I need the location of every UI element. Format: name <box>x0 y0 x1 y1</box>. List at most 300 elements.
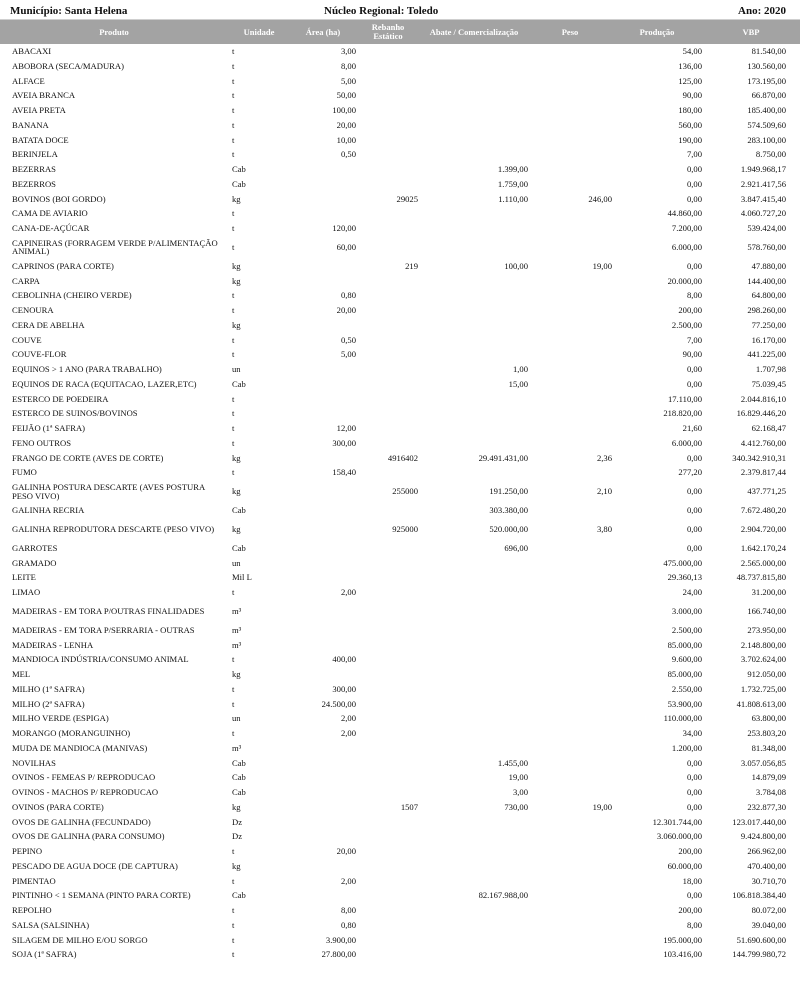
cell-produto: ALFACE <box>12 75 45 86</box>
cell-produto: LEITE <box>12 572 36 583</box>
cell-abate: 730,00 <box>504 801 528 812</box>
cell-area <box>290 888 356 903</box>
cell-producao: 0,00 <box>686 486 702 497</box>
cell-area <box>290 859 356 874</box>
cell-abate: 15,00 <box>508 378 528 389</box>
cell-producao: 218.820,00 <box>663 408 702 419</box>
cell-unidade: t <box>232 90 235 101</box>
cell-peso <box>528 503 612 518</box>
cell-abate <box>420 947 528 962</box>
cell-rebanho <box>356 465 420 480</box>
cell-vbp: 266.962,00 <box>747 846 786 857</box>
cell-vbp: 8.750,00 <box>755 149 786 160</box>
cell-producao: 0,00 <box>686 757 702 768</box>
cell-produto: MILHO VERDE (ESPIGA) <box>12 713 109 724</box>
cell-unidade: t <box>232 208 235 219</box>
cell-rebanho <box>356 274 420 289</box>
cell-abate <box>420 421 528 436</box>
cell-area: 5,00 <box>340 349 356 360</box>
cell-producao: 0,00 <box>686 178 702 189</box>
table-row <box>0 556 800 571</box>
cell-unidade: un <box>232 557 241 568</box>
cell-peso: 2,10 <box>596 486 612 497</box>
cell-producao: 6.000,00 <box>671 437 702 448</box>
cell-abate <box>420 556 528 571</box>
cell-abate <box>420 638 528 653</box>
cell-peso <box>528 88 612 103</box>
cell-peso: 3,80 <box>596 524 612 535</box>
cell-unidade: Cab <box>232 505 246 516</box>
cell-unidade: kg <box>232 860 241 871</box>
cell-produto: CAPRINOS (PARA CORTE) <box>12 260 114 271</box>
cell-peso <box>528 347 612 362</box>
cell-abate: 100,00 <box>504 260 528 271</box>
table-row <box>0 918 800 933</box>
cell-unidade: Cab <box>232 178 246 189</box>
cell-unidade: t <box>232 60 235 71</box>
cell-producao: 0,00 <box>686 364 702 375</box>
cell-rebanho <box>356 770 420 785</box>
cell-producao: 7,00 <box>686 149 702 160</box>
cell-produto: EQUINOS > 1 ANO (PARA TRABALHO) <box>12 364 162 375</box>
cell-area <box>290 829 356 844</box>
cell-peso <box>528 541 612 556</box>
cell-peso <box>528 406 612 421</box>
cell-abate <box>420 274 528 289</box>
table-header-row <box>0 20 800 44</box>
cell-vbp: 31.200,00 <box>751 587 786 598</box>
cell-rebanho: 255000 <box>392 486 418 497</box>
cell-vbp: 4.060.727,20 <box>740 208 786 219</box>
cell-peso <box>528 318 612 333</box>
cell-abate <box>420 59 528 74</box>
cell-rebanho <box>356 44 420 59</box>
cell-abate <box>420 406 528 421</box>
cell-abate <box>420 711 528 726</box>
cell-produto: REPOLHO <box>12 905 52 916</box>
table-row <box>0 288 800 303</box>
cell-area: 10,00 <box>336 134 356 145</box>
cell-abate: 1.759,00 <box>497 178 528 189</box>
cell-abate <box>420 103 528 118</box>
cell-unidade: t <box>232 305 235 316</box>
cell-producao: 136,00 <box>678 60 702 71</box>
cell-unidade: t <box>232 105 235 116</box>
cell-producao: 6.000,00 <box>671 242 702 253</box>
cell-producao: 7,00 <box>686 334 702 345</box>
cell-peso <box>528 874 612 889</box>
cell-vbp: 123.017.440,00 <box>732 816 786 827</box>
cell-peso <box>528 623 612 638</box>
cell-produto: PIMENTAO <box>12 875 56 886</box>
cell-vbp: 232.877,30 <box>747 801 786 812</box>
cell-rebanho <box>356 421 420 436</box>
cell-unidade: t <box>232 423 235 434</box>
cell-rebanho <box>356 859 420 874</box>
cell-peso <box>528 103 612 118</box>
cell-rebanho <box>356 347 420 362</box>
cell-peso <box>528 74 612 89</box>
cell-producao: 0,00 <box>686 801 702 812</box>
cell-produto: GALINHA RECRIA <box>12 505 85 516</box>
cell-area <box>290 623 356 638</box>
cell-area <box>290 451 356 466</box>
cell-abate: 1.110,00 <box>498 193 528 204</box>
cell-produto: SOJA (1ª SAFRA) <box>12 949 77 960</box>
cell-peso <box>528 177 612 192</box>
cell-rebanho <box>356 667 420 682</box>
cell-area: 0,50 <box>340 334 356 345</box>
cell-rebanho <box>356 406 420 421</box>
cell-peso <box>528 59 612 74</box>
col-header-producao: Produção <box>612 20 702 44</box>
cell-abate: 29.491.431,00 <box>478 452 528 463</box>
cell-producao: 20.000,00 <box>667 275 702 286</box>
cell-produto: FRANGO DE CORTE (AVES DE CORTE) <box>12 452 164 463</box>
cell-produto: CENOURA <box>12 305 54 316</box>
cell-vbp: 1.732.725,00 <box>740 683 786 694</box>
cell-rebanho <box>356 785 420 800</box>
cell-vbp: 298.260,00 <box>747 305 786 316</box>
col-header-abate: Abate / Comercialização <box>420 20 528 44</box>
cell-rebanho <box>356 888 420 903</box>
cell-rebanho <box>356 844 420 859</box>
cell-area: 2,00 <box>340 875 356 886</box>
table-row <box>0 947 800 962</box>
cell-peso <box>528 903 612 918</box>
cell-unidade: Dz <box>232 816 243 827</box>
cell-vbp: 3.057.056,85 <box>740 757 786 768</box>
table-row <box>0 844 800 859</box>
cell-abate <box>420 844 528 859</box>
cell-produto: ESTERCO DE POEDEIRA <box>12 393 109 404</box>
cell-producao: 0,00 <box>686 772 702 783</box>
cell-produto: CAPINEIRAS (FORRAGEM VERDE P/ALIMENTAÇÃO ANIMAL) <box>12 237 218 257</box>
cell-produto: GRAMADO <box>12 557 57 568</box>
table-row <box>0 933 800 948</box>
cell-vbp: 185.400,00 <box>747 105 786 116</box>
cell-rebanho <box>356 221 420 236</box>
cell-producao: 180,00 <box>678 105 702 116</box>
cell-produto: CANA-DE-AÇÚCAR <box>12 223 90 234</box>
table-row <box>0 518 800 541</box>
cell-peso <box>528 638 612 653</box>
cell-producao: 1.200,00 <box>671 742 702 753</box>
table-row <box>0 770 800 785</box>
cell-abate: 1,00 <box>512 364 528 375</box>
cell-rebanho <box>356 162 420 177</box>
cell-vbp: 2.904.720,00 <box>740 524 786 535</box>
table-row <box>0 667 800 682</box>
cell-producao: 60.000,00 <box>667 860 702 871</box>
cell-vbp: 63.800,00 <box>751 713 786 724</box>
cell-area: 20,00 <box>336 846 356 857</box>
cell-unidade: kg <box>232 486 241 497</box>
cell-producao: 200,00 <box>678 305 702 316</box>
cell-rebanho <box>356 362 420 377</box>
cell-abate <box>420 903 528 918</box>
cell-unidade: Dz <box>232 831 243 842</box>
cell-rebanho <box>356 815 420 830</box>
cell-abate <box>420 436 528 451</box>
cell-area <box>290 274 356 289</box>
cell-unidade: t <box>232 393 235 404</box>
cell-produto: MADEIRAS - EM TORA P/OUTRAS FINALIDADES <box>12 606 205 617</box>
cell-unidade: t <box>232 949 235 960</box>
cell-peso <box>528 815 612 830</box>
cell-peso <box>528 236 612 259</box>
cell-unidade: m³ <box>232 624 242 635</box>
cell-area: 20,00 <box>336 305 356 316</box>
cell-area: 5,00 <box>340 75 356 86</box>
cell-vbp: 441.225,00 <box>747 349 786 360</box>
cell-produto: PINTINHO < 1 SEMANA (PINTO PARA CORTE) <box>12 890 191 901</box>
table-row <box>0 829 800 844</box>
cell-peso <box>528 133 612 148</box>
cell-vbp: 48.737.815,80 <box>736 572 786 583</box>
table-row <box>0 318 800 333</box>
cell-vbp: 578.760,00 <box>747 242 786 253</box>
cell-vbp: 574.509,60 <box>747 119 786 130</box>
cell-unidade: kg <box>232 801 241 812</box>
cell-rebanho <box>356 600 420 623</box>
cell-area: 300,00 <box>332 683 356 694</box>
cell-peso <box>528 118 612 133</box>
cell-produto: PEPINO <box>12 846 43 857</box>
cell-produto: OVINOS - MACHOS P/ REPRODUCAO <box>12 787 159 798</box>
cell-produto: MADEIRAS - LENHA <box>12 639 94 650</box>
cell-peso <box>528 697 612 712</box>
cell-unidade: m³ <box>232 639 242 650</box>
cell-abate <box>420 667 528 682</box>
cell-produto: SILAGEM DE MILHO E/OU SORGO <box>12 934 148 945</box>
cell-vbp: 470.400,00 <box>747 860 786 871</box>
cell-area <box>290 541 356 556</box>
cell-peso <box>528 392 612 407</box>
cell-area: 20,00 <box>336 119 356 130</box>
cell-peso <box>528 303 612 318</box>
cell-abate <box>420 333 528 348</box>
table-row <box>0 503 800 518</box>
cell-rebanho <box>356 652 420 667</box>
cell-unidade: kg <box>232 452 241 463</box>
cell-produto: OVINOS - FEMEAS P/ REPRODUCAO <box>12 772 156 783</box>
table-row <box>0 59 800 74</box>
cell-producao: 34,00 <box>682 728 702 739</box>
cell-peso <box>528 377 612 392</box>
cell-peso <box>528 221 612 236</box>
cell-peso <box>528 274 612 289</box>
cell-area <box>290 667 356 682</box>
table-row <box>0 392 800 407</box>
cell-area: 0,50 <box>340 149 356 160</box>
cell-abate <box>420 465 528 480</box>
cell-produto: CARPA <box>12 275 40 286</box>
table-row <box>0 118 800 133</box>
table-row <box>0 206 800 221</box>
cell-unidade: t <box>232 437 235 448</box>
cell-abate <box>420 600 528 623</box>
cell-produto: GALINHA REPRODUTORA DESCARTE (PESO VIVO) <box>12 524 215 535</box>
cell-rebanho <box>356 903 420 918</box>
table-row <box>0 480 800 503</box>
cell-peso <box>528 844 612 859</box>
cell-area <box>290 162 356 177</box>
cell-produto: ABOBORA (SECA/MADURA) <box>12 60 124 71</box>
cell-area: 27.800,00 <box>321 949 356 960</box>
cell-peso <box>528 829 612 844</box>
cell-vbp: 77.250,00 <box>751 319 786 330</box>
cell-producao: 17.110,00 <box>667 393 702 404</box>
cell-abate <box>420 147 528 162</box>
cell-rebanho <box>356 697 420 712</box>
cell-unidade: kg <box>232 524 241 535</box>
cell-area: 8,00 <box>340 60 356 71</box>
cell-produto: FEIJÃO (1ª SAFRA) <box>12 423 86 434</box>
cell-peso <box>528 770 612 785</box>
cell-rebanho: 4916402 <box>387 452 418 463</box>
cell-area <box>290 406 356 421</box>
table-row <box>0 147 800 162</box>
cell-produto: OVOS DE GALINHA (FECUNDADO) <box>12 816 151 827</box>
cell-producao: 0,00 <box>686 452 702 463</box>
cell-produto: MORANGO (MORANGUINHO) <box>12 728 131 739</box>
cell-peso <box>528 652 612 667</box>
cell-vbp: 16.829.446,20 <box>736 408 786 419</box>
table-row <box>0 88 800 103</box>
cell-producao: 3.060.000,00 <box>656 831 702 842</box>
cell-peso <box>528 726 612 741</box>
cell-produto: BERINJELA <box>12 149 58 160</box>
table-row <box>0 133 800 148</box>
cell-producao: 0,00 <box>686 787 702 798</box>
cell-vbp: 2.044.816,10 <box>740 393 786 404</box>
cell-abate <box>420 570 528 585</box>
cell-vbp: 2.379.817,44 <box>740 467 786 478</box>
table-row <box>0 741 800 756</box>
cell-peso <box>528 741 612 756</box>
cell-producao: 53.900,00 <box>667 698 702 709</box>
cell-unidade: t <box>232 334 235 345</box>
cell-peso <box>528 421 612 436</box>
table-row <box>0 347 800 362</box>
cell-unidade: m³ <box>232 742 242 753</box>
cell-producao: 0,00 <box>686 378 702 389</box>
cell-vbp: 273.950,00 <box>747 624 786 635</box>
cell-produto: SALSA (SALSINHA) <box>12 919 90 930</box>
col-header-peso: Peso <box>528 20 612 44</box>
cell-area: 3.900,00 <box>325 934 356 945</box>
col-header-vbp: VBP <box>702 20 800 44</box>
cell-vbp: 66.870,00 <box>751 90 786 101</box>
cell-unidade: t <box>232 587 235 598</box>
cell-abate <box>420 44 528 59</box>
cell-producao: 2.550,00 <box>671 683 702 694</box>
cell-peso <box>528 162 612 177</box>
cell-abate <box>420 236 528 259</box>
cell-vbp: 1.949.968,17 <box>740 164 786 175</box>
cell-rebanho <box>356 829 420 844</box>
cell-producao: 0,00 <box>686 524 702 535</box>
cell-produto: GARROTES <box>12 542 58 553</box>
cell-peso <box>528 785 612 800</box>
cell-unidade: Cab <box>232 378 246 389</box>
cell-unidade: t <box>232 919 235 930</box>
cell-unidade: t <box>232 290 235 301</box>
cell-vbp: 80.072,00 <box>751 905 786 916</box>
cell-abate <box>420 829 528 844</box>
cell-rebanho <box>356 133 420 148</box>
cell-rebanho <box>356 377 420 392</box>
table-row <box>0 274 800 289</box>
cell-producao: 85.000,00 <box>667 639 702 650</box>
cell-unidade: t <box>232 846 235 857</box>
cell-unidade: kg <box>232 260 241 271</box>
table-row <box>0 800 800 815</box>
table-row <box>0 406 800 421</box>
cell-area <box>290 741 356 756</box>
cell-produto: AVEIA PRETA <box>12 105 66 116</box>
cell-produto: LIMAO <box>12 587 41 598</box>
cell-vbp: 16.170,00 <box>751 334 786 345</box>
cell-vbp: 62.168,47 <box>751 423 786 434</box>
cell-peso <box>528 44 612 59</box>
cell-area <box>290 362 356 377</box>
cell-rebanho <box>356 318 420 333</box>
cell-area: 60,00 <box>336 242 356 253</box>
cell-rebanho <box>356 947 420 962</box>
cell-producao: 8,00 <box>686 290 702 301</box>
cell-rebanho: 219 <box>405 260 418 271</box>
table-row <box>0 859 800 874</box>
cell-abate: 3,00 <box>512 787 528 798</box>
cell-vbp: 2.148.800,00 <box>740 639 786 650</box>
table-row <box>0 623 800 638</box>
cell-vbp: 912.050,00 <box>747 669 786 680</box>
cell-abate <box>420 859 528 874</box>
table-row <box>0 682 800 697</box>
cell-producao: 200,00 <box>678 905 702 916</box>
table-row <box>0 451 800 466</box>
cell-rebanho: 29025 <box>396 193 418 204</box>
cell-unidade: t <box>232 875 235 886</box>
cell-area: 300,00 <box>332 437 356 448</box>
cell-unidade: Cab <box>232 772 246 783</box>
table-row <box>0 652 800 667</box>
cell-rebanho <box>356 918 420 933</box>
cell-producao: 0,00 <box>686 260 702 271</box>
cell-vbp: 130.560,00 <box>747 60 786 71</box>
cell-abate <box>420 288 528 303</box>
table-row <box>0 541 800 556</box>
cell-vbp: 81.540,00 <box>751 46 786 57</box>
cell-area <box>290 600 356 623</box>
cell-unidade: un <box>232 364 241 375</box>
cell-rebanho <box>356 303 420 318</box>
cell-produto: ABACAXI <box>12 46 52 57</box>
table-row <box>0 236 800 259</box>
table-row <box>0 465 800 480</box>
cell-produto: PESCADO DE AGUA DOCE (DE CAPTURA) <box>12 860 178 871</box>
cell-unidade: Cab <box>232 164 246 175</box>
cell-producao: 3.000,00 <box>671 606 702 617</box>
cell-unidade: t <box>232 149 235 160</box>
cell-abate <box>420 347 528 362</box>
cell-peso <box>528 147 612 162</box>
cell-area: 2,00 <box>340 713 356 724</box>
table-row <box>0 570 800 585</box>
table-row <box>0 192 800 207</box>
